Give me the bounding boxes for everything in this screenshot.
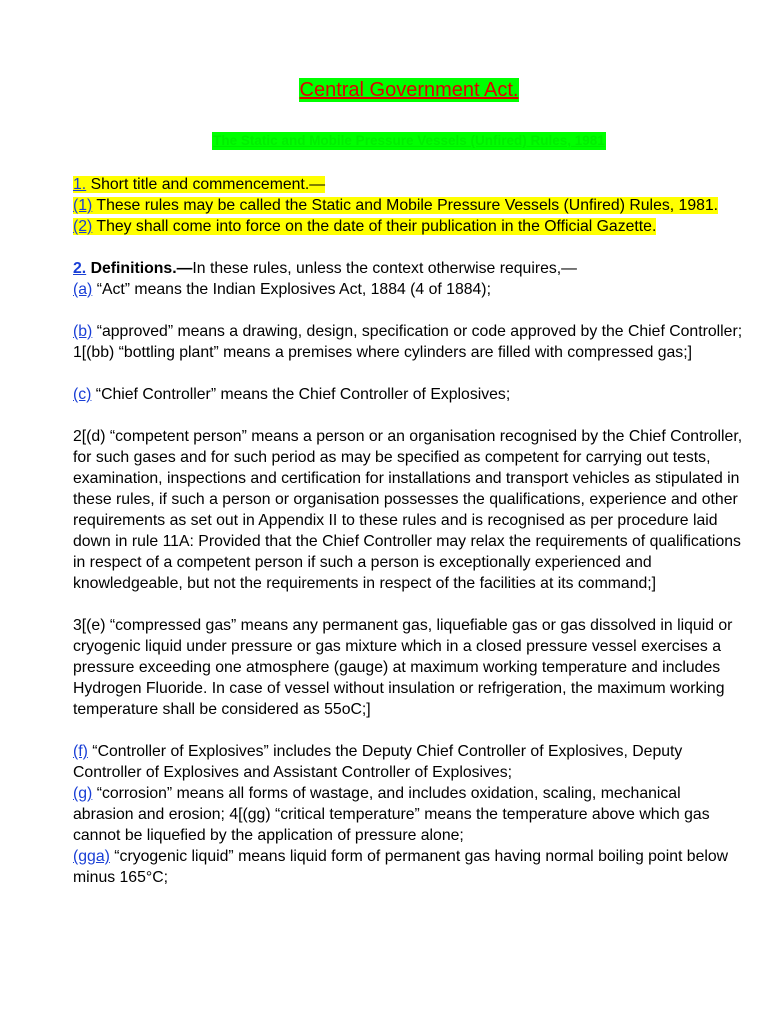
- section-1-number[interactable]: 1.: [73, 176, 87, 193]
- definition-f-number[interactable]: (f): [73, 743, 88, 760]
- clause-1-text: These rules may be called the Static and Mobile Pressure Vessels (Unfired) Rules, 1981.: [92, 197, 719, 214]
- section-2-title: Definitions.—: [86, 260, 193, 277]
- definition-a-text: “Act” means the Indian Explosives Act, 1884 (4 of 1884);: [92, 281, 491, 298]
- subtitle-row: [73, 132, 745, 152]
- definition-b: [73, 321, 745, 363]
- definition-a: [73, 279, 745, 300]
- clause-2-text: They shall come into force on the date of their publication in the Official Gazette.: [92, 218, 657, 235]
- section-2-heading: [73, 258, 745, 279]
- title-row: [73, 78, 745, 106]
- definition-gga-text: “cryogenic liquid” means liquid form of permanent gas having normal boiling point below minus 165°C;: [73, 848, 729, 886]
- section-1-title: Short title and commencement.—: [86, 176, 325, 193]
- definition-c: [73, 384, 745, 405]
- definition-d: 2[(d) “competent person” means a person or an organisation recognised by the Chief Controller, for such gases and for such period as may be specified as competent for carrying out tests, examination, inspections and certification for installations and transport vehicles as stipulated in these rules, if such a person or organisation possesses the qualifications, experience and other requirements as set out in Appendix II to these rules and is recognised as per procedure laid down in rule 11A: Provided that the Chief Controller may relax the requirements of qualifications in respect of a competent person if such a person is exceptionally experienced and knowledgeable, but not the requirements in respect of the facilities at its command;]: [73, 428, 743, 592]
- definition-gga-number[interactable]: (gga): [73, 848, 110, 865]
- definition-f: [73, 741, 745, 783]
- clause-1-number[interactable]: (1): [73, 197, 93, 214]
- definition-g: [73, 783, 745, 846]
- definition-f-text: “Controller of Explosives” includes the Deputy Chief Controller of Explosives, Deputy Controller of Explosives and Assistant Controller of Explosives;: [73, 743, 683, 781]
- section-1-heading: [73, 174, 745, 195]
- definition-a-number[interactable]: (a): [73, 281, 93, 298]
- section-1: [73, 174, 745, 237]
- section-2: [73, 258, 745, 888]
- definition-c-number[interactable]: (c): [73, 386, 92, 403]
- section-1-clause-2: [73, 216, 745, 237]
- definition-c-text: “Chief Controller” means the Chief Controller of Explosives;: [91, 386, 511, 403]
- definition-b-number[interactable]: (b): [73, 323, 93, 340]
- section-2-intro: In these rules, unless the context otherwise requires,—: [192, 260, 577, 277]
- definition-b-text: “approved” means a drawing, design, specification or code approved by the Chief Controller; 1[(bb) “bottling plant” means a premises where cylinders are filled with compressed gas;]: [73, 323, 743, 361]
- definition-gga: [73, 846, 745, 888]
- definition-g-number[interactable]: (g): [73, 785, 93, 802]
- section-1-clause-1: [73, 195, 745, 216]
- definition-g-text: “corrosion” means all forms of wastage, and includes oxidation, scaling, mechanical abrasion and erosion; 4[(gg) “critical temperature” means the temperature above which gas cannot be liquefied by the application of pressure alone;: [73, 785, 710, 844]
- clause-2-number[interactable]: (2): [73, 218, 93, 235]
- document-page: [73, 78, 745, 888]
- document-title: Central Government Act.: [299, 79, 519, 101]
- definition-e: 3[(e) “compressed gas” means any permanent gas, liquefiable gas or gas dissolved in liquid or cryogenic liquid under pressure or gas mixture which in a closed pressure vessel exercises a pressure exceeding one atmosphere (gauge) at maximum working temperature and includes Hydrogen Fluoride. In case of vessel without insulation or refrigeration, the maximum working temperature shall be considered as 55oC;]: [73, 617, 733, 718]
- document-subtitle[interactable]: The Static and Mobile Pressure Vessels (Unfired) Rules, 1981: [213, 133, 605, 148]
- section-2-number[interactable]: 2.: [73, 260, 87, 277]
